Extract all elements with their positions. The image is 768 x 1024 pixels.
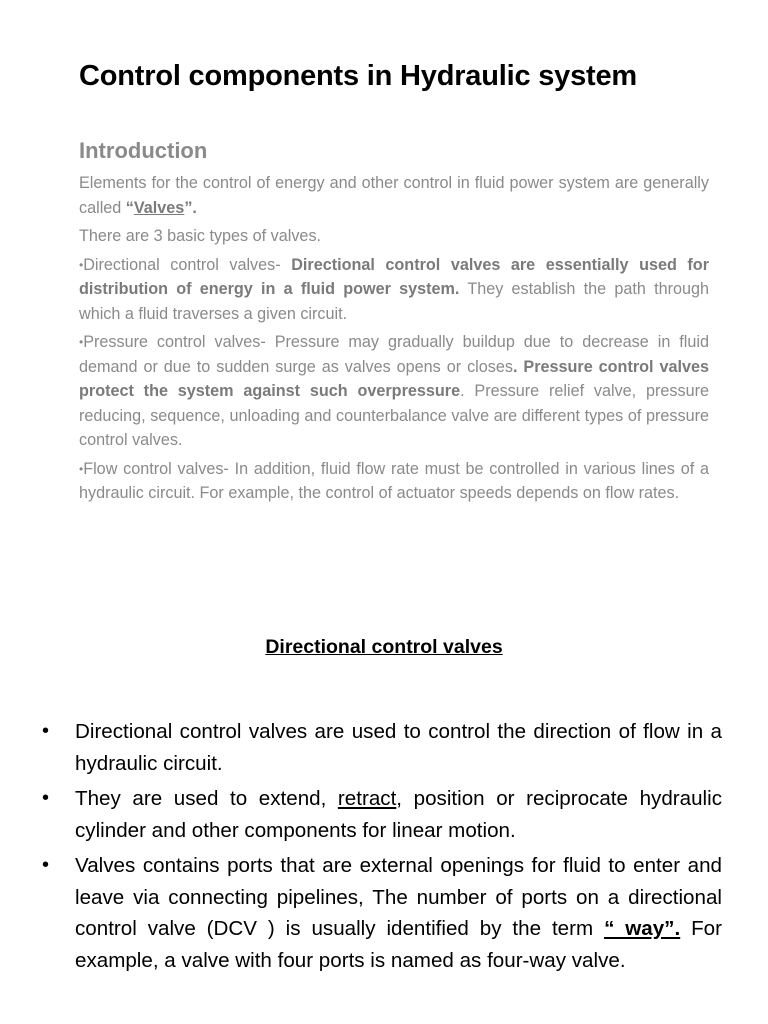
- introduction-section: [79, 136, 709, 510]
- bullet-icon: •: [79, 461, 84, 476]
- intro-paragraph: [79, 171, 709, 220]
- valves-term: “Valves”.: [125, 198, 197, 217]
- bullet-icon: •: [79, 335, 84, 349]
- page-title: Control components in Hydraulic system: [79, 60, 637, 92]
- directional-valves-list: [42, 716, 722, 980]
- bullet-icon: •: [42, 787, 50, 809]
- pressure-valve-paragraph: •Pressure control valves- Pressure may gradually buildup due to decrease in fluid demand or due to sudden surge as valves opens or closes. Pressure control valves protect the system against such overpressure. Pressure relief valve, pressure reducing, sequence, unloading and counterbalance valve are different types of pressure control valves.: [79, 333, 709, 449]
- way-term: “ way”.: [604, 917, 681, 940]
- bullet-icon: •: [42, 854, 50, 876]
- bullet-icon: •: [79, 257, 84, 272]
- retract-term: retract: [337, 787, 397, 810]
- list-item: • They are used to extend, retract, position or reciprocate hydraulic cylinder and other components for linear motion.: [42, 783, 722, 846]
- bullet-icon: •: [42, 720, 50, 742]
- introduction-heading: Introduction: [79, 138, 208, 163]
- list-item: • Directional control valves are used to control the direction of flow in a hydraulic circuit.: [42, 716, 722, 779]
- section-heading: Directional control valves: [265, 636, 503, 658]
- directional-valve-paragraph: •Directional control valves- Directional control valves are essentially used for distribution of energy in a fluid power system. They establish the path through which a fluid traverses a given circuit.: [79, 255, 710, 323]
- flow-valve-paragraph: •Flow control valves- In addition, fluid flow rate must be controlled in various lines of a hydraulic circuit. For example, the control of actuator speeds depends on flow rates.: [79, 459, 709, 502]
- intro-text: Elements for the control of energy and other control in fluid power system are generally called: [79, 174, 709, 217]
- valve-types-count: There are 3 basic types of valves.: [79, 227, 322, 245]
- list-item: • Valves contains ports that are external openings for fluid to enter and leave via connecting pipelines, The number of ports on a directional control valve (DCV ) is usually identified by the term “ way”. For example, a valve with four ports is named as four-way valve.: [42, 850, 722, 976]
